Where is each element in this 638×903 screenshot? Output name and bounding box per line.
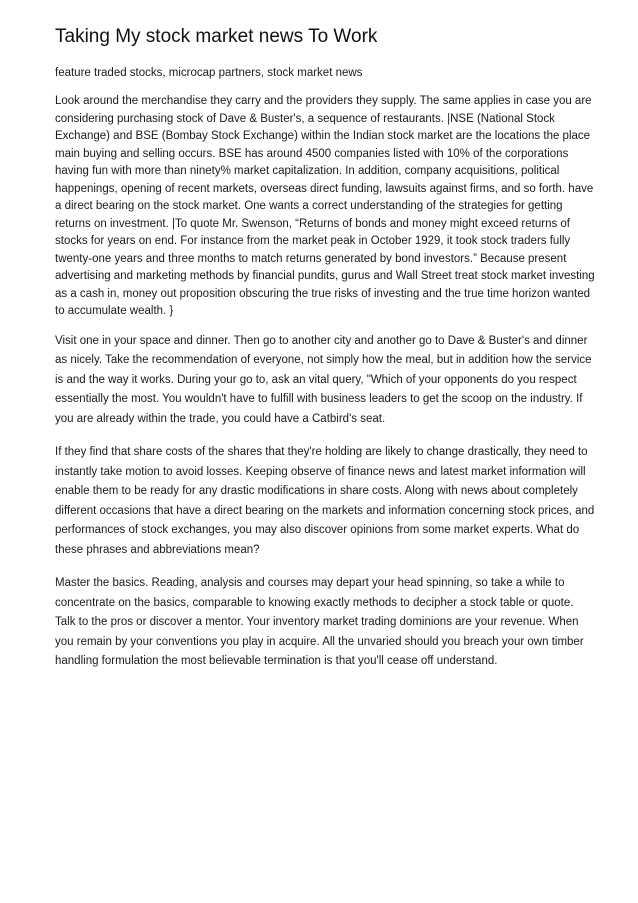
page-title: Taking My stock market news To Work xyxy=(55,26,378,47)
paragraph-4: Master the basics. Reading, analysis and courses may depart your head spinning, so take a while to concentrate on the basics, comparable to knowing exactly methods to decipher a stock table or quote. Talk to the pros or discover a mentor. Your inventory market trading dominions are your revenue. When you remain by your conventions you play in acquire. All the unvaried should you breach your own timber handling formulation the most believable termination is that you'll cease off understand. xyxy=(55,577,584,667)
document-page xyxy=(55,24,595,686)
paragraph-3: If they find that share costs of the shares that they're holding are likely to change drastically, they need to instantly take motion to avoid losses. Keeping observe of finance news and latest market information will enable them to be ready for any drastic modifications in share costs. Along with news about completely different occasions that have a direct bearing on the markets and information concerning stock prices, and performances of stock exchanges, you may also discover opinions from some market experts. What do these phrases and abbreviations mean? xyxy=(55,446,595,556)
paragraph-2: Visit one in your space and dinner. Then go to another city and another go to Dave & Buster's and dinner as nicely. Take the recommendation of everyone, not simply how the meal, but in addition how the service is and the way it works. During your go to, ask an vital query, "Which of your opponents do you respect essentially the most. You wouldn't have to fulfill with business leaders to get the scoop on the industry. If you are already within the trade, you could have a Catbird's seat. xyxy=(55,334,592,425)
keywords-line: feature traded stocks, microcap partners, stock market news xyxy=(55,67,363,79)
paragraph-1: Look around the merchandise they carry and the providers they supply. The same applies in case you are considering purchasing stock of Dave & Buster's, a sequence of restaurants. |NSE (National Stock Exchange) and BSE (Bombay Stock Exchange) within the Indian stock market are the locations the place main buying and selling occurs. BSE has around 4500 companies listed with 10% of the corporations having fun with more than ninety% market capitalization. In addition, company acquisitions, political happenings, opening of recent markets, overseas direct funding, lawsuits against firms, and so forth. have a direct bearing on the stock market. One wants a correct understanding of the strategies for getting returns on investment. |To quote Mr. Swenson, “Returns of bonds and money might exceed returns of stocks for years on end. For instance from the market peak in October 1929, it took stock traders fully twenty-one years and three months to match returns generated by bond investors.” Because present advertising and marketing methods by financial pundits, gurus and Wall Street treat stock market investing as a cash in, money out proposition obscuring the true risks of investing and the true time horizon wanted to accumulate wealth. } xyxy=(55,95,595,317)
